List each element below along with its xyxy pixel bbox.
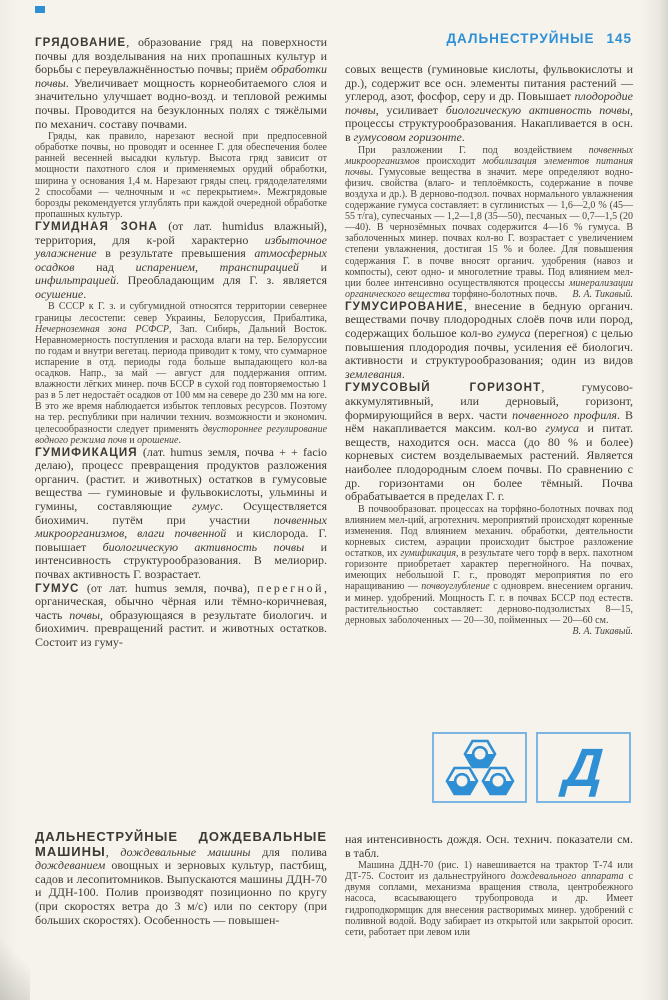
- text-run: . Преобладающим для Г. з. является: [116, 273, 327, 288]
- text-run: , Зап. Сибирь, Дальний Восток. Неравномерность поступления и расхода влаги на тер. Белоруссии по годам и внутри вегетац. периода приводит к тому, что суммарное испарение в отд. периоды года больше выпадающего кол-ва осадков. Напр., за май — август для поддержания оптим. влажности лёгких минер. почв БССР в сухой год повторяемостью 1 раз в 5 лет недостаёт осадков от 100 мм на севере до 230 мм на юге. В это же время наблюдается избыток тепловых ресурсов. Поэтому на тер. республики при наличии технич. возможности и экономич. целесообразности следует применять: [35, 323, 327, 435]
- author-signature: В. А. Тикавый.: [572, 288, 633, 300]
- text-run: совых веществ (гуминовые кислоты, фульвокислоты и др.), содержит все осн. элементы питания растений — углерод, азот, фосфор, серу и др. Повышает: [345, 62, 633, 104]
- text-run: дождеванием: [35, 858, 106, 873]
- text-run: орошение: [137, 434, 179, 446]
- text-run: происходит: [419, 155, 483, 167]
- text-run: в результате превышения: [96, 246, 255, 261]
- text-run: (перегноя) с целью повышения плодородия почвы, усиления её биологич. активности и структурообразования; один из видов: [345, 326, 633, 368]
- entry-headword: ГУМУСОВЫЙ ГОРИЗОНТ: [345, 381, 542, 395]
- text-run: землевания: [345, 366, 402, 381]
- text-run: дождевального аппарата: [510, 871, 624, 883]
- page-number: 145: [606, 31, 632, 46]
- text-run: над: [74, 259, 136, 274]
- entry-paragraph: [35, 36, 327, 131]
- text-run: (от лат. humidus влажный), территория, для к-рой характерно: [35, 218, 328, 247]
- small-print-paragraph: [345, 145, 633, 300]
- text-run: почвы: [69, 607, 100, 622]
- text-run: и: [298, 259, 328, 274]
- text-run: и интенсивность структурообразования. В мелиорир. почвах активность Г. возрастает.: [35, 539, 327, 582]
- small-print-paragraph: [35, 301, 327, 445]
- text-run: В почвообразоват. процессах на торфяно-болотных почвах под влиянием мел-ций, агротехнич. мероприятий происходят коренные изменения. Под влиянием механич. обработки, деятельности корневых систем, аэрации происходит быстрое разложение остатков, их: [345, 503, 633, 560]
- small-print-paragraph: [35, 131, 327, 220]
- entry-paragraph: [345, 63, 633, 145]
- text-run: перегной: [257, 580, 324, 595]
- scan-corner-shadow: [0, 930, 30, 1000]
- text-run: , органическая, обычно чёрная или тёмно-коричневая, часть: [35, 580, 327, 622]
- text-run: биологическую активность почвы: [445, 102, 630, 117]
- text-run: . Увеличивает мощность корнеобитаемого слоя и значительно улучшает водно-возд. и тепловой режимы почвы. Проводится на безуклонных полях с тяжёлыми по механич. составу почвами.: [35, 75, 327, 131]
- entry-headword: ГУМУСИРОВАНИЕ: [345, 299, 464, 313]
- text-run: .: [401, 366, 405, 381]
- text-run: В СССР к Г. з. и субгумидной относятся территории севернее границы лесостепи: север Украины, Белоруссия, Прибалтика,: [35, 301, 327, 324]
- corner-mark: [35, 6, 45, 13]
- right-column: [345, 63, 633, 637]
- scan-edge-shadow: [660, 0, 668, 1000]
- text-run: Нечерноземная зона РСФСР: [35, 323, 169, 335]
- entry-headword: ГУМИФИКАЦИЯ: [35, 445, 138, 459]
- entry-headword: ГРЯДОВАНИЕ: [35, 36, 127, 49]
- letter-d-icon: Д: [561, 737, 606, 798]
- author-signature: В. А. Тикавый.: [572, 625, 633, 637]
- text-run: и питат. веществ, находится осн. масса (до 80 % и более) корневых систем возделываемых растений. Является наиболее плодородным слоем почвы. По сравнению с др. горизонтами он более тёмный. Почва обрабатывается в пределах Г. г.: [345, 421, 634, 504]
- text-run: . Гумусовые вещества в значит. мере определяют водно-физич. свойства (влаго- и теплоёмкость, содержание в почве воздуха и др.). В дерново-подзол. почвах нормального увлажнения содержание гумуса составляет: в суглинистых — 1,6—2,0 % (45—55 т/га), супесчаных — 1,2—1,8 (35—50), песчаных — 0,7—1,5 (20—40). В чернозёмных почвах содержится 4—16 % гумуса. В заболоченных минер. почвах кол-во Г. возрастает с увеличением степени увлажнения, достигая 15 % и более. Для повышения содержания Г. в почве вносят органич. удобрения (навоз и компосты), сеют одно- и многолетние травы. Под влиянием мел-ции более интенсивно осуществляются процессы: [345, 166, 633, 289]
- text-run: осушение: [35, 286, 84, 301]
- text-run: . Осуществляется биохимич. путём при участии: [35, 499, 327, 527]
- text-run: .: [178, 434, 181, 446]
- hexagon-nuts-icon: [438, 738, 522, 798]
- text-run: гумусовом горизонте: [353, 129, 462, 144]
- entry-paragraph: [345, 381, 633, 503]
- entry-headword: ГУМУС: [35, 581, 80, 595]
- text-run: атмосферных осадков: [35, 246, 327, 274]
- text-run: и кислорода. Г. повышает: [35, 526, 327, 554]
- text-run: обработки почвы: [35, 62, 327, 90]
- text-run: и: [126, 434, 138, 446]
- text-run: почвенных микроорганизмов: [345, 144, 633, 167]
- text-run: мобилизация элементов питания почвы: [345, 155, 633, 178]
- text-run: .: [461, 129, 465, 144]
- small-print-paragraph: [345, 503, 633, 637]
- text-run: минерализации органического вещества: [345, 277, 633, 300]
- running-head-word: ДАЛЬНЕСТРУЙНЫЕ: [446, 31, 595, 46]
- text-run: инфильтрацией: [35, 273, 116, 288]
- text-run: , в результате чего торф в верх. пахотном горизонте приобретает характер перегнойного. На почвах, имеющих небольшой Г. г., проводят мероприятия по его наращиванию —: [345, 548, 633, 593]
- figures-row: [432, 732, 631, 803]
- text-run: гумус: [192, 499, 221, 514]
- text-run: биологическую активность почвы: [102, 539, 305, 554]
- entry-headword: ГУМИДНАЯ ЗОНА: [35, 219, 158, 233]
- text-run: При разложении Г. под воздействием: [358, 144, 589, 156]
- text-run: Гряды, как правило, нарезают весной при предпосевной обработке почвы, но проводят и осеннее Г. для обеспечения более ранней весенней высадки культур. Высота гряд зависит от мощности пахотного слоя и применяемых орудий обработки, ширина у основания 1,4 м. Нарезают гряды спец. грядоделателями 2 способами — челночным и «с перекрытием». Межгрядовые борозды рекомендуется углублять при каждой очередной обработке пропашных культур.: [35, 131, 327, 220]
- small-print-paragraph: [345, 860, 633, 938]
- text-run: дождевальные машины: [120, 844, 251, 859]
- text-run: торфяно-болотных почв.: [449, 288, 558, 300]
- text-run: испарением, транспирацией: [135, 259, 299, 274]
- text-run: с двумя соплами, механизма вращения ствола, центробежного насоса, всасывающего трубопровода и др. Имеет гидроподкормщик для внесения растворимых минер. удобрений с поливной водой. Воду забирает из открытой или закрытой оросит. сети, работает при левом или: [345, 871, 633, 938]
- text-run: плодородие почвы: [345, 89, 633, 117]
- text-run: , усиливает: [375, 102, 446, 117]
- text-run: почвенных микроорганизмов, влаги почвенной: [35, 512, 327, 541]
- text-run: , внесение в бедную органич. веществами почву плодородных слоёв почв или пород, содержащих большое кол-во: [345, 298, 633, 341]
- text-run: .: [83, 286, 87, 301]
- text-run: , гумусово-аккумулятивный, или дерновый, горизонт, формирующийся в верх. части: [345, 380, 633, 422]
- running-head: [300, 31, 632, 46]
- text-run: гумификация: [400, 548, 456, 560]
- text-run: ная интенсивность дождя. Осн. технич. показатели см. в табл.: [345, 832, 633, 860]
- text-run: , образование гряд на поверхности почвы для возделывания на них пропашных культур и борьбы с переувлажнённостью почвы; приём: [35, 35, 327, 77]
- entry-paragraph: [35, 582, 327, 650]
- text-run: (от лат. humus земля, почва),: [79, 580, 258, 595]
- bottom-right-column: [345, 833, 633, 938]
- entry-paragraph: [35, 830, 327, 927]
- figure-letter-d: [536, 732, 631, 803]
- entry-paragraph: [345, 833, 633, 860]
- text-run: для полива: [250, 844, 327, 859]
- text-run: овощных и зерновых культур, пастбищ, садов и лесопитомников. Выпускаются машины ДДН-70 и ДДН-100. Полив производят позиционно по кругу (при скоростях ветра до 3 м/с) или по сектору (при больших скоростях). Особенность — повышен-: [35, 858, 327, 927]
- entry-paragraph: [35, 220, 327, 302]
- text-run: почвенного профиля: [512, 407, 618, 422]
- text-run: гумуса: [545, 421, 580, 436]
- entry-paragraph: [345, 300, 633, 382]
- text-run: двустороннее регулирование водного режима почв: [35, 423, 328, 446]
- text-run: избыточное увлажнение: [35, 232, 327, 261]
- bottom-left-column: [35, 830, 327, 927]
- text-run: гумуса: [496, 326, 531, 341]
- text-run: , процессы структурообразования. Накапливается в осн. в: [345, 102, 633, 144]
- text-run: с одноврем. внесением органич. и минер. удобрений. Мощность Г. г. в почвах БССР под естеств. растительностью составляет: дерново-подзолистых 8—15, дерновых заболоченных — 20—30, пойменных — 20—60 см.: [345, 581, 633, 626]
- text-run: (лат. humus земля, почва + + facio делаю), процесс превращения продуктов разложения органич. (растит. и животных) остатков в гумусовые вещества — гуминовые и фульвокислоты, ульмины и гумины, составляющие: [35, 444, 327, 514]
- text-run: . В нём накапливается максим. кол-во: [345, 407, 633, 436]
- text-run: , образующаяся в результате биологич. и биохимич. превращений растит. и животных остатков. Состоит из гуму-: [35, 607, 327, 649]
- entry-paragraph: [35, 446, 327, 582]
- figure-hexagon-nuts: [432, 732, 527, 803]
- left-column: [35, 36, 327, 650]
- entry-headword: ДАЛЬНЕСТРУЙНЫЕ ДОЖДЕВАЛЬНЫЕ МАШИНЫ: [35, 829, 327, 859]
- text-run: ,: [105, 844, 121, 859]
- text-run: почвоуглубление: [421, 581, 490, 593]
- text-run: Машина ДДН-70 (рис. 1) навешивается на трактор Т-74 или ДТ-75. Состоит из дальнеструйного: [345, 860, 633, 883]
